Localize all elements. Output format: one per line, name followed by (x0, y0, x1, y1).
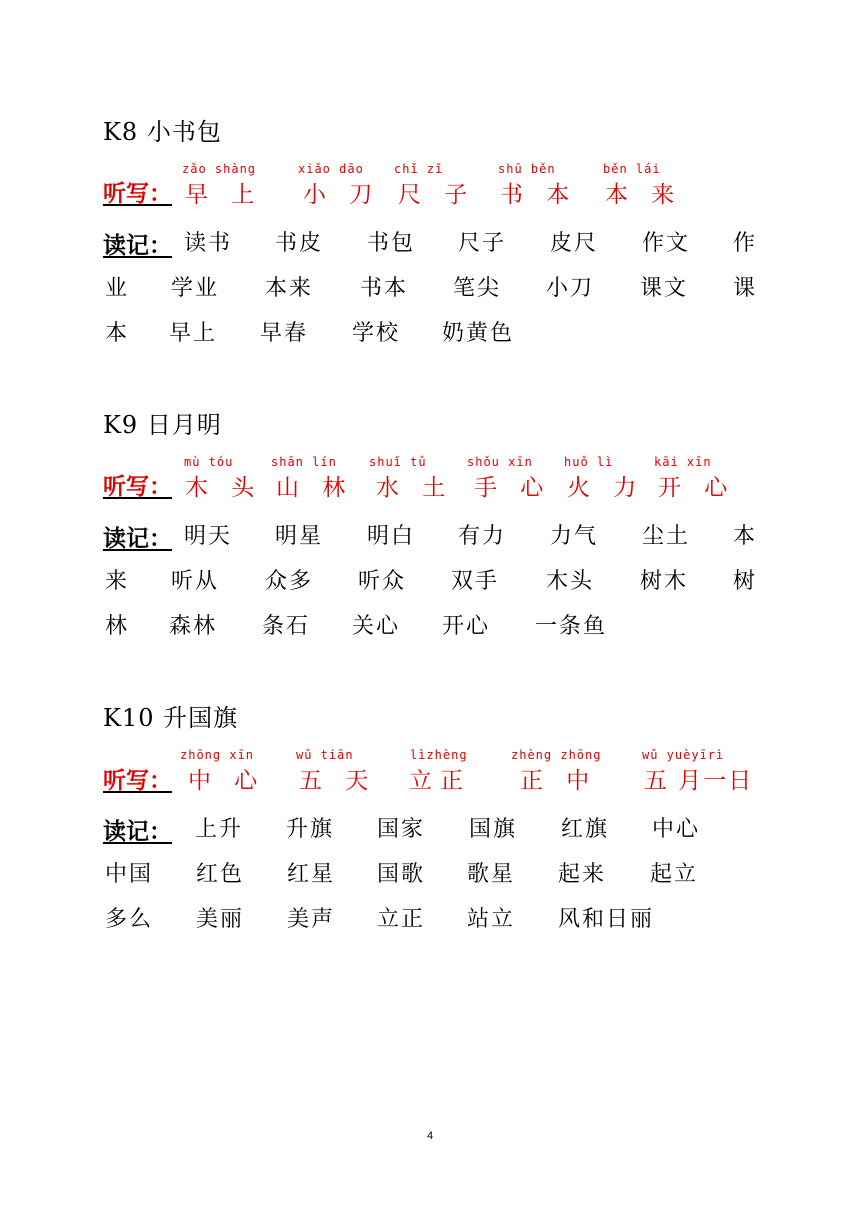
pinyin-k10-1: zhōng xīn (180, 748, 255, 762)
pinyin-k8-3: chǐ zǐ (394, 162, 444, 176)
hanzi-k8-3: 尺 子 (398, 182, 476, 208)
word: 本来 (265, 276, 314, 301)
word: 读书 (184, 231, 233, 256)
hanzi-k8-5: 本 来 (605, 182, 683, 208)
hanzi-k9-2: 山 林 (276, 475, 354, 501)
section-title-k9: K9 日月明 (103, 411, 222, 439)
word: 小刀 (546, 276, 595, 301)
word: 早春 (260, 321, 309, 346)
word: 皮尺 (550, 231, 599, 256)
pinyin-k10-4: zhèng zhōng (511, 748, 602, 762)
word: 笔尖 (453, 276, 502, 301)
section-title-k10: K10 升国旗 (103, 704, 239, 732)
word: 书包 (367, 231, 416, 256)
section-title-k8: K8 小书包 (103, 118, 222, 146)
hanzi-k8-1: 早 上 (185, 182, 263, 208)
word: 站立 (467, 907, 516, 932)
pinyin-k10-5: wǔ yuèyīrì (642, 748, 725, 762)
word: 风和日丽 (558, 907, 655, 932)
word: 立正 (377, 907, 426, 932)
word: 作 (733, 231, 758, 256)
word: 学业 (171, 276, 220, 301)
word: 奶黄色 (442, 321, 515, 346)
word: 开心 (442, 614, 491, 639)
word: 升旗 (286, 817, 335, 842)
word: 学校 (352, 321, 401, 346)
hanzi-k8-2: 小 刀 (303, 182, 381, 208)
hanzi-k10-1: 中 心 (188, 768, 266, 794)
reading-label-k9: 读记： (103, 525, 172, 552)
word: 业 (105, 276, 130, 301)
word: 本 (733, 524, 758, 549)
word: 国歌 (377, 862, 426, 887)
word: 尺子 (458, 231, 507, 256)
word: 作文 (642, 231, 691, 256)
word: 众多 (265, 569, 314, 594)
word: 有力 (458, 524, 507, 549)
word: 红色 (196, 862, 245, 887)
hanzi-k10-5: 五 月一日 (644, 768, 754, 794)
reading-label-k10: 读记： (103, 818, 172, 845)
word: 课文 (640, 276, 689, 301)
pinyin-k10-3: lìzhèng (410, 748, 468, 762)
hanzi-k9-3: 水 土 (376, 475, 454, 501)
page-number: 4 (426, 1130, 434, 1142)
dictation-label-k10: 听写： (103, 767, 172, 794)
word: 红星 (287, 862, 336, 887)
word: 歌星 (467, 862, 516, 887)
pinyin-k8-1: zǎo shàng (182, 162, 257, 176)
pinyin-k8-4: shū běn (498, 162, 556, 176)
word: 明天 (184, 524, 233, 549)
word: 力气 (550, 524, 599, 549)
word: 红旗 (561, 817, 610, 842)
pinyin-k8-2: xiǎo dāo (298, 162, 364, 176)
pinyin-k9-4: shǒu xīn (467, 455, 533, 469)
word: 听从 (171, 569, 220, 594)
word: 树木 (640, 569, 689, 594)
word: 林 (105, 614, 130, 639)
word: 双手 (451, 569, 500, 594)
word: 起来 (558, 862, 607, 887)
hanzi-k9-5: 火 力 (567, 475, 645, 501)
word: 国家 (377, 817, 426, 842)
word: 条石 (262, 614, 311, 639)
word: 森林 (169, 614, 218, 639)
word: 美声 (287, 907, 336, 932)
word: 明星 (275, 524, 324, 549)
word: 国旗 (469, 817, 518, 842)
hanzi-k9-4: 手 心 (474, 475, 552, 501)
dictation-label-k9: 听写： (103, 473, 172, 500)
word: 早上 (169, 321, 218, 346)
pinyin-k8-5: běn lái (603, 162, 661, 176)
pinyin-k9-2: shān lín (271, 455, 337, 469)
pinyin-k9-1: mù tóu (184, 455, 234, 469)
word: 上升 (195, 817, 244, 842)
hanzi-k9-6: 开 心 (658, 475, 736, 501)
hanzi-k8-4: 书 本 (500, 182, 578, 208)
pinyin-k10-2: wǔ tiān (296, 748, 354, 762)
word: 本 (105, 321, 130, 346)
word: 关心 (352, 614, 401, 639)
dictation-label-k8: 听写： (103, 180, 172, 207)
word: 美丽 (196, 907, 245, 932)
word: 多么 (105, 907, 154, 932)
pinyin-k9-6: kāi xīn (654, 455, 712, 469)
word: 起立 (650, 862, 699, 887)
reading-label-k8: 读记： (103, 232, 172, 259)
hanzi-k9-1: 木 头 (185, 475, 263, 501)
word: 明白 (367, 524, 416, 549)
word: 中国 (105, 862, 154, 887)
pinyin-k9-3: shuǐ tǔ (369, 455, 427, 469)
word: 听众 (358, 569, 407, 594)
word: 木头 (546, 569, 595, 594)
word: 来 (105, 569, 130, 594)
word: 课 (733, 276, 758, 301)
hanzi-k10-3: 立正 (409, 768, 471, 794)
word: 一条鱼 (535, 614, 608, 639)
pinyin-k9-5: huǒ lì (564, 455, 614, 469)
hanzi-k10-4: 正 中 (520, 768, 598, 794)
word: 书本 (360, 276, 409, 301)
hanzi-k10-2: 五 天 (299, 768, 377, 794)
word: 树 (733, 569, 758, 594)
word: 尘土 (642, 524, 691, 549)
word: 书皮 (275, 231, 324, 256)
word: 中心 (652, 817, 701, 842)
